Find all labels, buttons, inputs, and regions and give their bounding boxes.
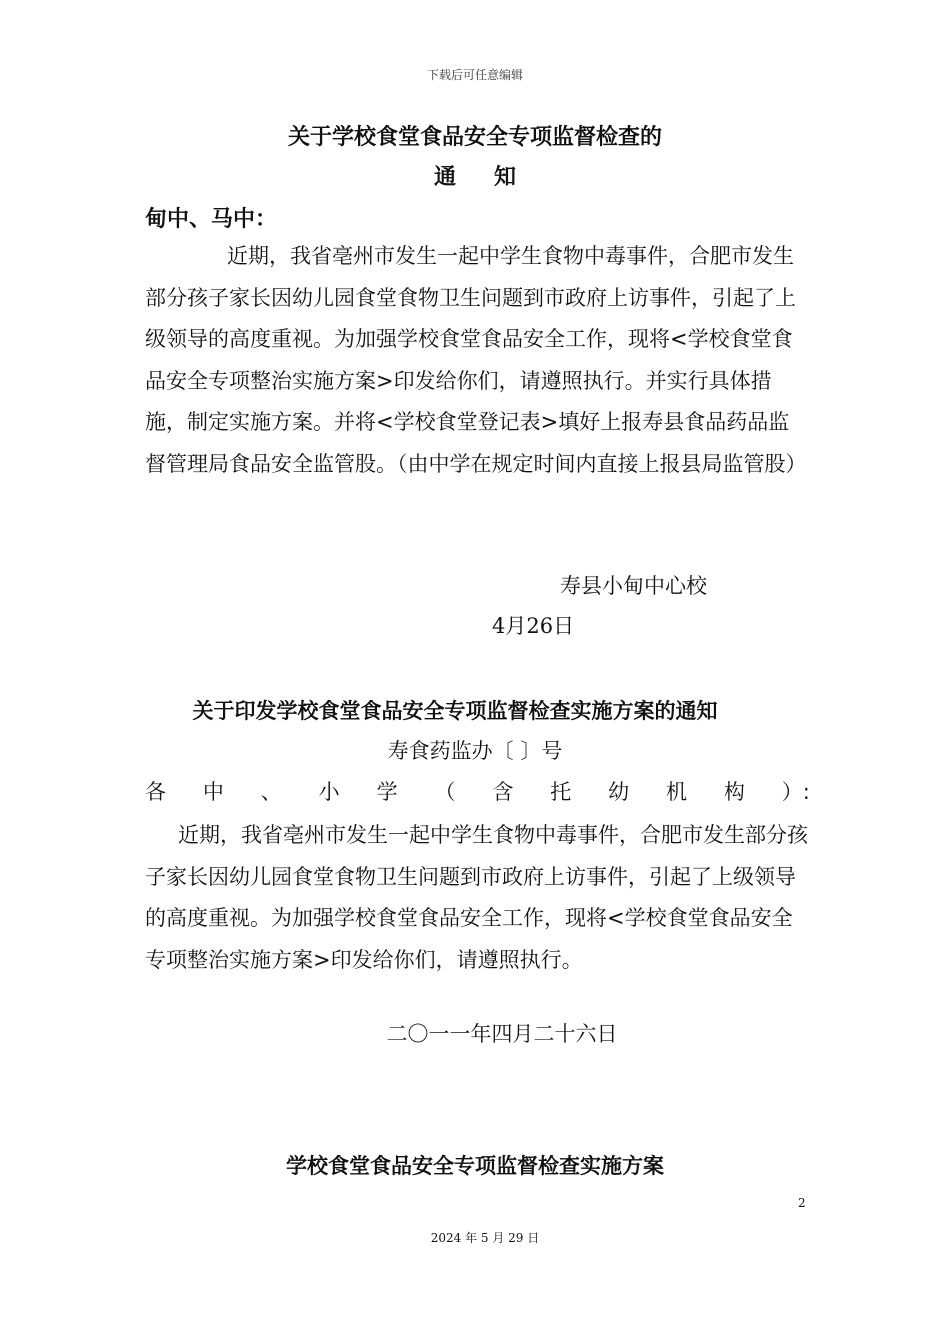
recipient-char: （ (434, 780, 456, 804)
header-note: 下载后可任意编辑 (426, 68, 523, 82)
notice1-date: 4月26日 (492, 614, 575, 638)
recipient-char: 机 (666, 780, 688, 804)
recipient-char: 中 (202, 780, 224, 804)
notice2-date: 二〇一一年四月二十六日 (386, 1022, 618, 1046)
notice1-salutation: 甸中、马中： (145, 207, 278, 232)
notice1-body: 近期，我省亳州市发生一起中学生食物中毒事件，合肥市发生部分孩子家长因幼儿园食堂食物卫生问题到市政府上访事件，引起了上级领导的高度重视。为加强学校食堂食品安全工作，现将<学校食堂食品安全专项整治实施方案>印发给你们，请遵照执行。并实行具体措施，制定实施方案。并将<学校食堂登记表>填好上报寿县食品药品监督管理局食品安全监管股。（由中学在规定时间内直接上报县局监管股） (145, 244, 807, 476)
notice2-body: 近期，我省亳州市发生一起中学生食物中毒事件，合肥市发生部分孩子家长因幼儿园食堂食物卫生问题到市政府上访事件，引起了上级领导的高度重视。为加强学校食堂食品安全工作，现将<学校食堂食品安全专项整治实施方案>印发给你们，请遵照执行。 (145, 823, 808, 972)
recipient-char: 托 (550, 780, 572, 804)
plan-title: 学校食堂食品安全专项监督检查实施方案 (286, 1154, 664, 1178)
recipient-char: 幼 (608, 780, 630, 804)
notice1-title-line2: 通知 (433, 165, 554, 190)
recipient-char: 学 (376, 780, 398, 804)
page-number: 2 (798, 1196, 806, 1210)
footer-date: 2024 年 5 月 29 日 (430, 1231, 540, 1245)
notice1-title: 关于学校食堂食品安全专项监督检查的 (287, 125, 662, 150)
notice2-doc-number: 寿食药监办〔 〕号 (387, 739, 563, 763)
recipient-char: 小 (318, 780, 340, 804)
notice2-recipients (145, 776, 810, 806)
recipient-char: 含 (492, 780, 514, 804)
recipient-char: 、 (260, 780, 282, 804)
notice1-signature: 寿县小甸中心校 (560, 574, 707, 598)
recipient-char: ）: (781, 780, 810, 804)
recipient-char: 构 (723, 780, 745, 804)
notice2-title: 关于印发学校食堂食品安全专项监督检查实施方案的通知 (192, 699, 718, 723)
recipient-char: 各 (145, 780, 166, 804)
